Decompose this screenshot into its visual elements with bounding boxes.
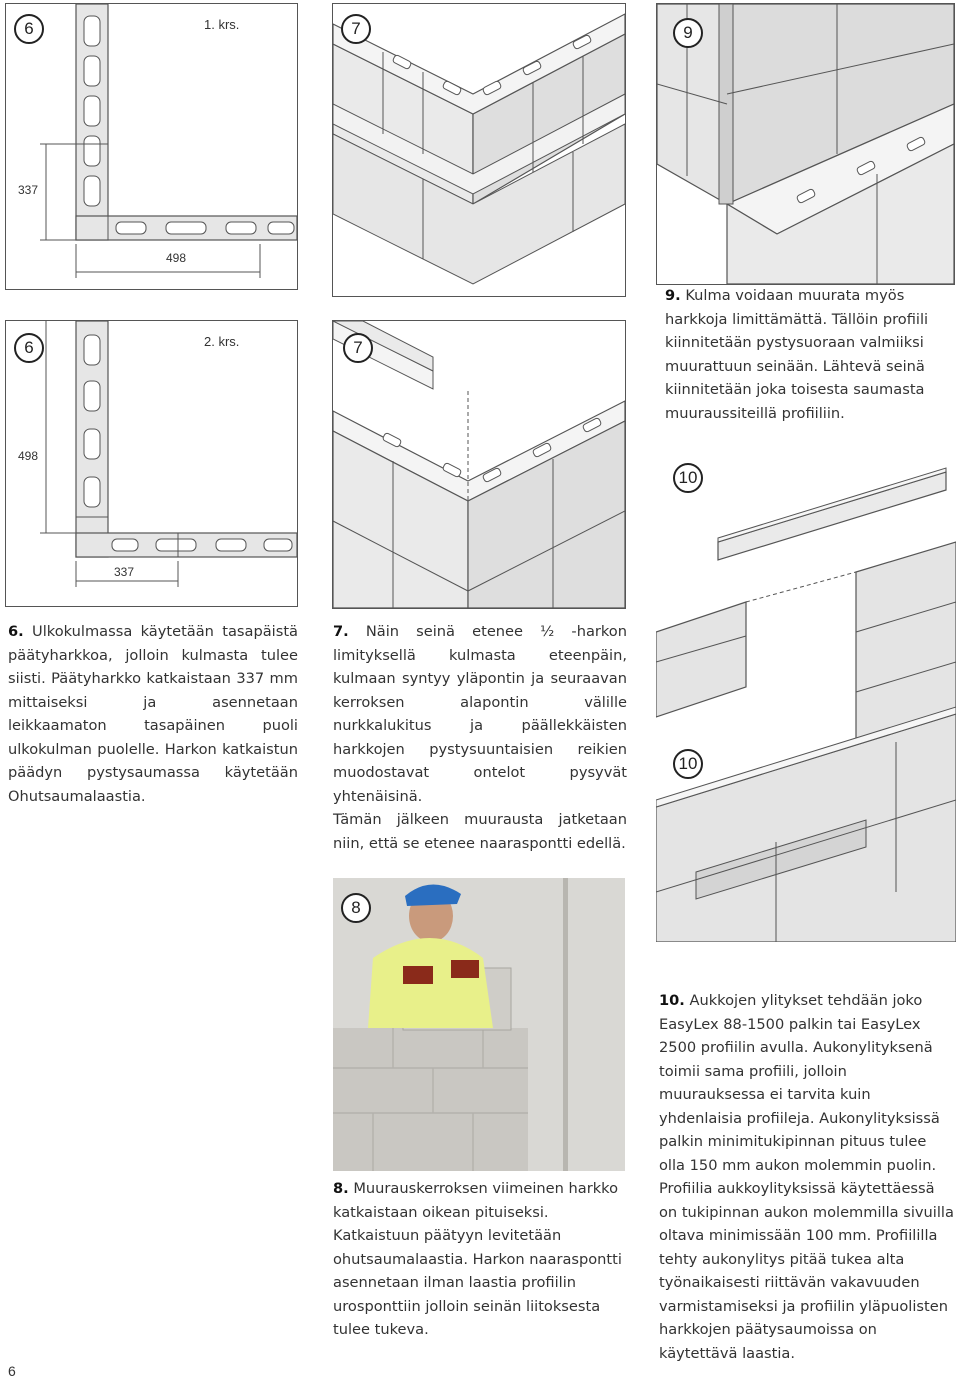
- figure-9-profile-corner: [656, 3, 955, 285]
- figure-badge: 10: [673, 749, 703, 779]
- dimension-horizontal: 498: [166, 251, 187, 265]
- figure-badge: 9: [673, 18, 703, 48]
- corner-plan-drawing: [6, 321, 297, 606]
- caption-number: 10.: [659, 992, 685, 1009]
- course-label: 2. krs.: [204, 334, 240, 349]
- course-label: 1. krs.: [204, 17, 240, 32]
- caption-6: [8, 620, 298, 808]
- figure-10-lintel-drawing: [656, 452, 956, 942]
- wall-corner-drawing: [333, 4, 625, 296]
- figure-6-first-course: [5, 3, 298, 290]
- caption-8: [333, 1177, 627, 1342]
- corner-lock-drawing: [333, 321, 625, 608]
- caption-number: 8.: [333, 1180, 349, 1197]
- page-number: 6: [8, 1363, 16, 1379]
- figure-badge: 10: [673, 463, 703, 493]
- caption-number: 7.: [333, 623, 349, 640]
- caption-text: Kulma voidaan muurata myös harkkoja limittämättä. Tällöin profiili kiinnitetään pystysuoraan valmiiksi muurattuun seinään. Lähtevä seinä kiinnitetään joka toisesta saumasta muuraussiteillä profiiliin.: [665, 287, 929, 422]
- corner-plan-drawing: [6, 4, 297, 289]
- figure-badge: 7: [343, 333, 373, 363]
- caption-text: Aukkojen ylitykset tehdään joko EasyLex 88-1500 palkin tai EasyLex 2500 profiilin avulla. Aukonylityksenä toimii sama profiili, jolloin muurauksessa ei tarvita kuin yhdenlaisia profiileja. Aukonylityksissä palkin minimitukipinnan pituus tulee olla 150 mm aukon molemmin puolin. Profiilia aukkoylityksissä käytettäessä on tukipinnan aukon molemmilla sivuilla oltava minimissään 100 mm. Profiililla tehty aukonylitys pitää tukea alta työnaikaisesti riittävän vakavuuden varmistamiseksi ja profiilin yläpuolisten harkkojen päätysaumoissa on käytettävä laastia.: [659, 992, 954, 1362]
- dimension-vertical: 498: [18, 449, 39, 463]
- caption-7: [333, 620, 627, 855]
- caption-text: Muurauskerroksen viimeinen harkko katkaistaan oikean pituiseksi. Katkaistuun päätyyn levitetään ohutsaumalaastia. Harkon naaraspontti asennetaan ilman laastia profiilin urosponttiin jolloin seinän liitoksesta tulee tukeva.: [333, 1180, 622, 1338]
- caption-text-continued: Tämän jälkeen muurausta jatketaan niin, että se etenee naaraspontti edellä.: [333, 811, 627, 852]
- dimension-vertical: 337: [18, 183, 39, 197]
- figure-7-wall-corner: [332, 3, 626, 297]
- dimension-horizontal: 337: [114, 565, 135, 579]
- mason-photo-illustration: [333, 878, 625, 1171]
- caption-9: [665, 284, 955, 425]
- caption-text: Näin seinä etenee ½ -harkon limityksellä kulmasta eteenpäin, kulmaan syntyy yläpontin ja seuraavan kerroksen alapontin välille nurkkalukitus ja päällekkäisten harkkojen pystysuuntaisien reikien muodostavat ontelot pysyvät yhtenäisinä.: [333, 623, 627, 805]
- caption-number: 9.: [665, 287, 681, 304]
- profile-corner-drawing: [657, 4, 954, 284]
- figure-7-corner-lock: [332, 320, 626, 609]
- figure-6-second-course: [5, 320, 298, 607]
- figure-badge: 8: [341, 893, 371, 923]
- caption-10: [659, 989, 955, 1365]
- figure-badge: 6: [14, 333, 44, 363]
- caption-number: 6.: [8, 623, 24, 640]
- figure-8-photo: [333, 878, 625, 1171]
- caption-text: Ulkokulmassa käytetään tasapäistä päätyharkkoa, jolloin kulmasta tulee siisti. Päätyharkko katkaistaan 337 mm mittaiseksi ja asennetaan leikkaamaton tasapäinen puoli ulkokulman puolelle. Harkon katkaistun päädyn pystysaumassa käytetään Ohutsaumalaastia.: [8, 623, 299, 805]
- figure-badge: 6: [14, 14, 44, 44]
- figure-badge: 7: [341, 14, 371, 44]
